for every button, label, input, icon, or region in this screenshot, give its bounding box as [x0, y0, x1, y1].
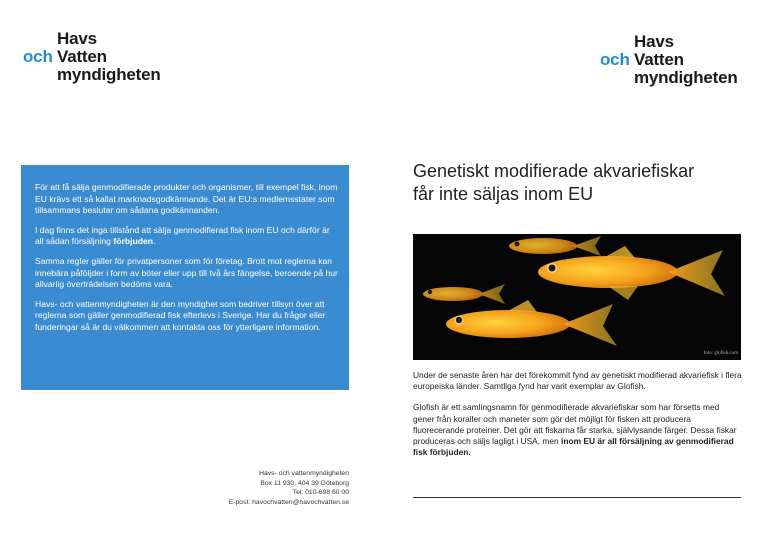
logo-text-havs: Havs [634, 32, 674, 51]
logo-text-vatten: Vatten [57, 47, 107, 66]
fish-3 [538, 246, 725, 300]
photo-credit: foto: glofish.com [703, 351, 738, 356]
info-paragraph-1: För att få sälja genmodifierade produkter och organismer, till exempel fisk, inom EU krävs ett så kallat marknadsgodkännande. Det är EU:s medlemsstater som tillsammans beslutar om sådana godkännanden. [35, 182, 338, 216]
info-box [21, 165, 349, 390]
title-line-2: får inte säljas inom EU [413, 184, 594, 204]
page-title [413, 160, 758, 206]
info-paragraph-4: Havs- och vattenmyndigheten är den myndighet som bedriver tillsyn över att reglerna som gäller genmodifierad fisk efterlevs i Sverige. Har du frågor eller funderingar så är du välkommen att kontakta oss för ytterligare information. [35, 298, 326, 332]
contact-email[interactable]: E-post: havochvatten@havochvatten.se [228, 498, 349, 506]
fish-4 [446, 300, 617, 346]
contact-phone: Tel: 010-698 60 00 [292, 489, 349, 497]
title-line-1: Genetiskt modifierade akvariefiskar [413, 161, 695, 181]
logo-right [600, 32, 738, 87]
logo-text-myndigheten: myndigheten [57, 65, 161, 84]
contact-org: Havs- och vattenmyndigheten [259, 470, 349, 477]
info-paragraph-2 [35, 225, 339, 248]
glofish-photo [413, 234, 741, 360]
contact-address: Box 11 930, 404 39 Göteborg [260, 479, 349, 487]
contact-info [200, 469, 349, 507]
article-body [413, 370, 743, 468]
article-paragraph-2 [413, 402, 743, 458]
info-paragraph-2-text: I dag finns det inga tillstånd att sälja genmodifierad fisk inom EU och därför är all sådan försäljning [35, 224, 330, 247]
fish-2 [423, 284, 505, 304]
logo-text-vatten: Vatten [634, 50, 684, 69]
info-paragraph-3: Samma regler gäller för privatpersoner som för företag. Brott mot reglerna kan innebära påföljder i form av böter eller upp till två års fängelse, beroende på hur allvarlig överträdelsen bedöms vara. [35, 255, 338, 290]
logo-text-havs: Havs [57, 29, 97, 48]
article-paragraph-2-text: Glofish är ett samlingsnamn för genmodifierade akvariefiskar som har försetts med gener från koraller och maneter som gör det möjligt för fisken att producera fluorecerande proteiner. Det gör att fiskarna får starka, självlysande färger. Dessa fiskar produceras och säljs lagligt i USA, men [413, 402, 737, 447]
logo-text-och: och [23, 47, 53, 66]
logo-text-och: och [600, 50, 630, 69]
bold-forbidden-word: förbjuden [113, 236, 153, 247]
fish-1 [509, 236, 601, 256]
article-paragraph-1: Under de senaste åren har det förekommit fynd av genetiskt modifierad akvariefisk i flera europeiska länder. Samtliga fynd har varit exemplar av Glofish. [413, 370, 742, 392]
fish-illustration [413, 234, 741, 360]
info-paragraph-2-suffix: . [152, 236, 156, 247]
horizontal-divider [413, 497, 741, 498]
logo-left [23, 29, 161, 84]
logo-text-myndigheten: myndigheten [634, 68, 738, 87]
article-paragraph-2-bold: inom EU är all försäljning av genmodifierad fisk förbjuden. [413, 436, 734, 458]
